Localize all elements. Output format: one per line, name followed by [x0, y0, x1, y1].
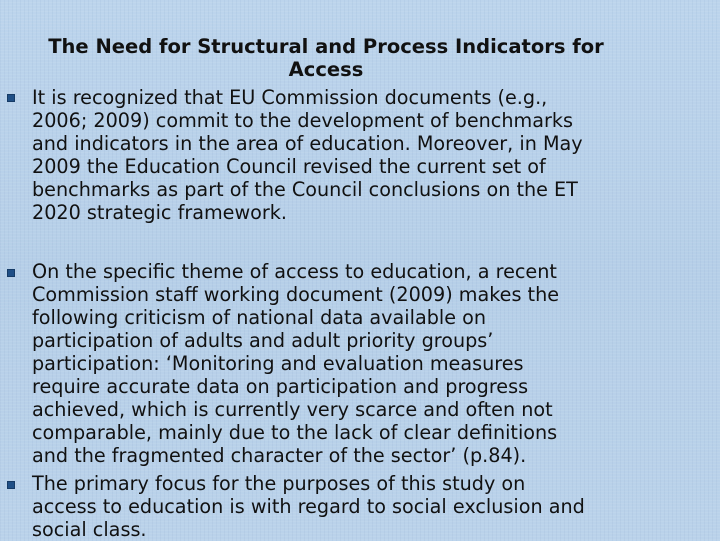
square-bullet-icon [7, 94, 15, 102]
bullet-text: The primary focus for the purposes of this study on access to education is with regard to social exclusion and social class. [32, 472, 585, 541]
square-bullet-icon [7, 481, 15, 489]
square-bullet-icon [7, 269, 15, 277]
bullet-text: On the specific theme of access to education, a recent Commission staff working document (2009) makes the following criticism of national data available on participation of adults and adult priority groups’ participation: ‘Monitoring and evaluation measures require accurate data on participation and progress achieved, which is currently very scarce and often not comparable, mainly due to the lack of clear definitions and the fragmented character of the sector’ (p.84). [32, 260, 560, 467]
slide-title: The Need for Structural and Process Indicators for Access [48, 35, 604, 81]
bullet-text: It is recognized that EU Commission documents (e.g., 2006; 2009) commit to the development of benchmarks and indicators in the area of education. Moreover, in May 2009 the Education Council revised the current set of benchmarks as part of the Council conclusions on the ET 2020 strategic framework. [32, 86, 583, 224]
